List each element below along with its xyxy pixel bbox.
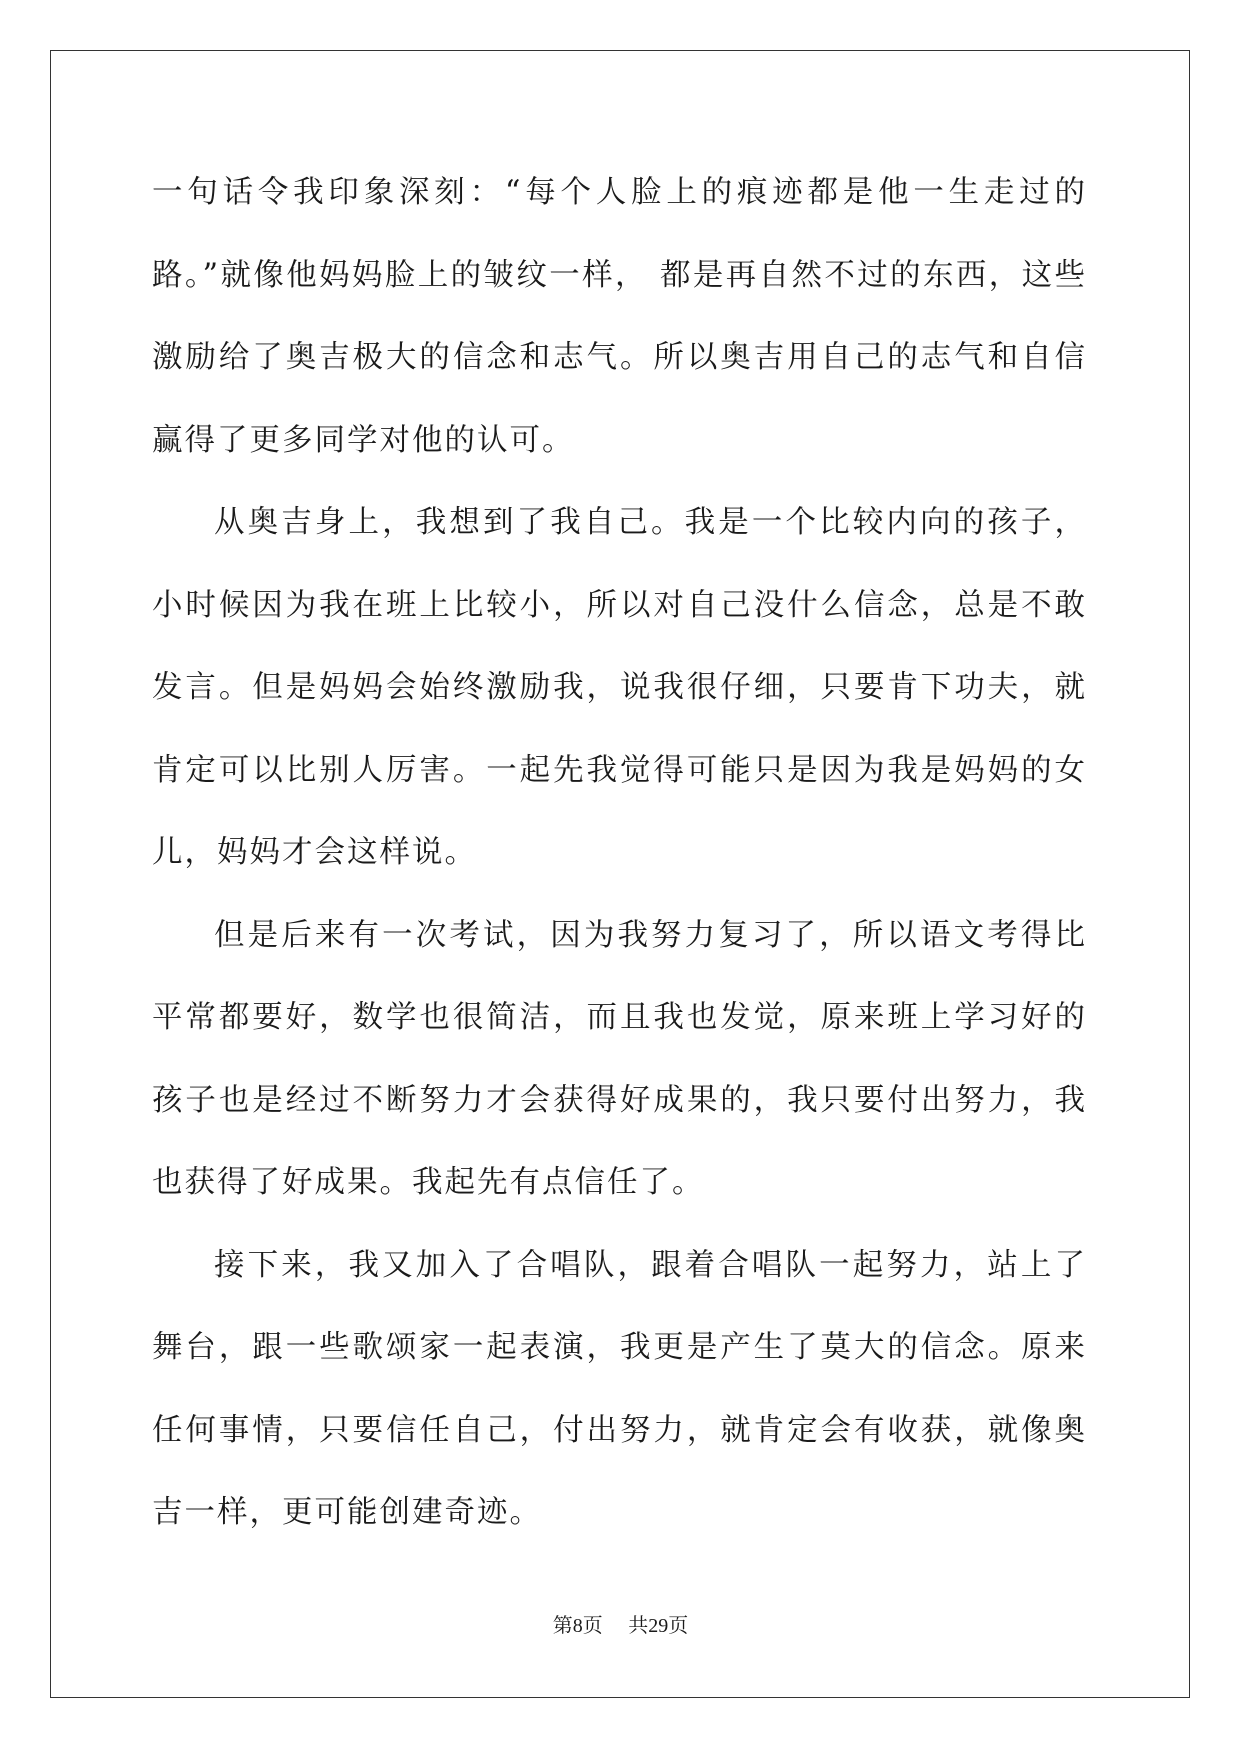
paragraph-2: 从奥吉身上，我想到了我自己。我是一个比较内向的孩子，小时候因为我在班上比较小，所以对自己没什么信念，总是不敢发言。但是妈妈会始终激励我，说我很仔细，只要肯下功夫，就肯定可以比别人厉害。一起先我觉得可能只是因为我是妈妈的女儿，妈妈才会这样说。 bbox=[152, 505, 1087, 870]
footer-page-prefix: 第 bbox=[552, 1613, 573, 1637]
paragraph-3: 但是后来有一次考试，因为我努力复习了，所以语文考得比平常都要好，数学也很简洁，而且我也发觉，原来班上学习好的孩子也是经过不断努力才会获得好成果的，我只要付出努力，我也获得了好成果。我起先有点信任了。 bbox=[152, 917, 1087, 1200]
paragraph-4: 接下来，我又加入了合唱队，跟着合唱队一起努力，站上了舞台，跟一些歌颂家一起表演，我更是产生了莫大的信念。原来任何事情，只要信任自己，付出努力，就肯定会有收获，就像奥吉一样，更可能创建奇迹。 bbox=[152, 1247, 1087, 1530]
paragraph-1: 一句话令我印象深刻：“每个人脸上的痕迹都是他一生走过的路。”就像他妈妈脸上的皱纹一样， 都是再自然不过的东西，这些激励给了奥吉极大的信念和志气。所以奥吉用自己的志气和自信赢得了更多同学对他的认可。 bbox=[152, 175, 1087, 458]
footer-page-suffix: 页 bbox=[582, 1613, 603, 1637]
document-body bbox=[152, 152, 1087, 1555]
page-footer bbox=[0, 1612, 1241, 1639]
footer-page-number: 8 bbox=[572, 1615, 583, 1637]
footer-total-suffix: 页 bbox=[668, 1613, 689, 1637]
footer-total-pages: 29 bbox=[648, 1615, 669, 1637]
footer-total-prefix: 共 bbox=[628, 1613, 649, 1637]
